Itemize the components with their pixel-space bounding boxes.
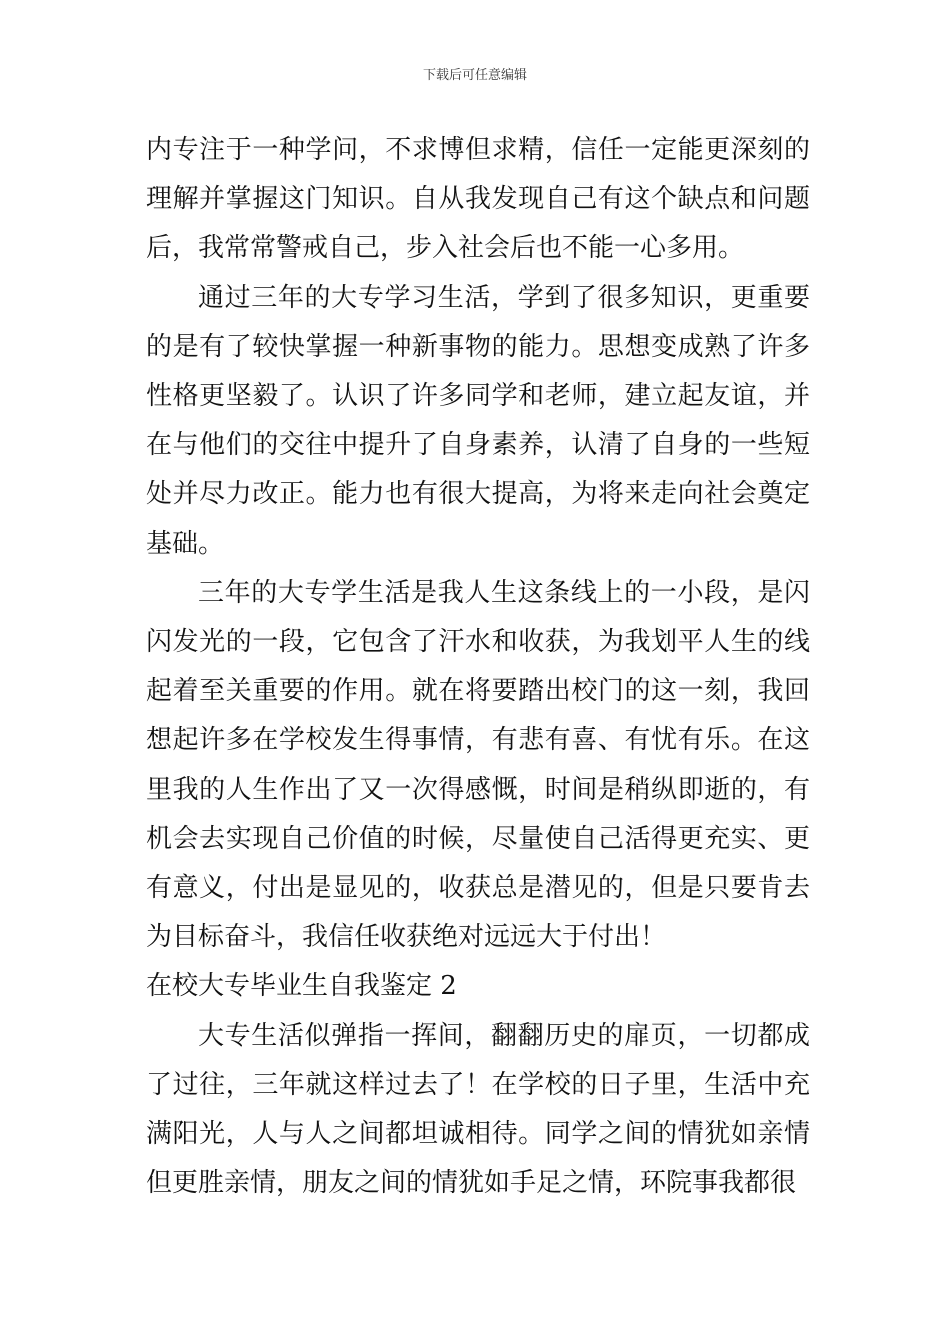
page-header: 下载后可任意编辑	[422, 68, 527, 83]
document-body	[146, 126, 810, 1208]
paragraph-2: 通过三年的大专学习生活，学到了很多知识，更重要的是有了较快掌握一种新事物的能力。思想变成熟了许多性格更坚毅了。认识了许多同学和老师，建立起友谊，并在与他们的交往中提升了自身素养，认清了自身的一些短处并尽力改正。能力也有很大提高，为将来走向社会奠定基础。	[146, 282, 810, 559]
section-title: 在校大专毕业生自我鉴定 2	[146, 971, 457, 1002]
section-paragraph-1: 大专生活似弹指一挥间，翻翻历史的扉页，一切都成了过往，三年就这样过去了！在学校的日子里，生活中充满阳光，人与人之间都坦诚相待。同学之间的情犹如亲情但更胜亲情，朋友之间的情犹如手足之情，环院事我都很	[146, 1020, 810, 1199]
paragraph-1: 内专注于一种学问，不求博但求精，信任一定能更深刻的理解并掌握这门知识。自从我发现自己有这个缺点和问题后，我常常警戒自己，步入社会后也不能一心多用。	[146, 135, 810, 264]
paragraph-3: 三年的大专学生活是我人生这条线上的一小段，是闪闪发光的一段，它包含了汗水和收获，为我划平人生的线起着至关重要的作用。就在将要踏出校门的这一刻，我回想起许多在学校发生得事情，有悲有喜、有忧有乐。在这里我的人生作出了又一次得感慨，时间是稍纵即逝的，有机会去实现自己价值的时候，尽量使自己活得更充实、更有意义，付出是显见的，收获总是潜见的，但是只要肯去为目标奋斗，我信任收获绝对远远大于付出！	[146, 577, 810, 953]
